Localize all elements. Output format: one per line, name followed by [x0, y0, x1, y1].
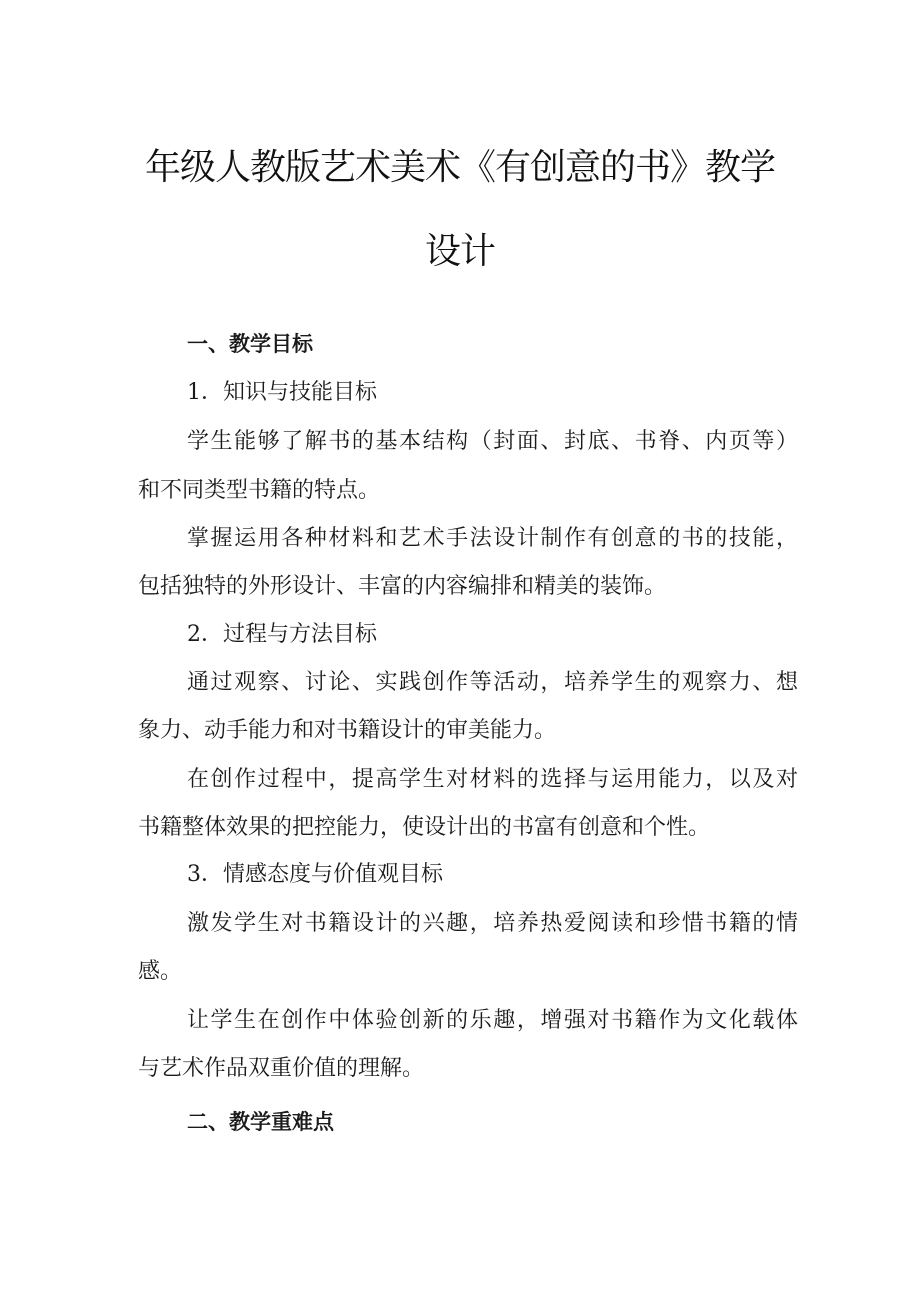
section-heading-key-difficult-points: 二、教学重难点 [187, 1110, 334, 1134]
paragraph-line: 让学生在创作中体验创新的乐趣，增强对书籍作为文化载体 [187, 1008, 798, 1033]
subheading-emotion-values: 3．情感态度与价值观目标 [187, 862, 443, 887]
paragraph-line: 激发学生对书籍设计的兴趣，培养热爱阅读和珍惜书籍的情 [187, 911, 798, 936]
paragraph-line: 感。 [138, 959, 183, 984]
paragraph-line: 书籍整体效果的把控能力，使设计出的书富有创意和个性。 [138, 815, 711, 840]
subheading-knowledge-skills: 1．知识与技能目标 [187, 380, 377, 405]
paragraph-line: 在创作过程中，提高学生对材料的选择与运用能力，以及对 [187, 767, 798, 792]
section-heading-teaching-goals: 一、教学目标 [187, 332, 313, 356]
paragraph-line: 和不同类型书籍的特点。 [138, 478, 381, 503]
subheading-process-methods: 2．过程与方法目标 [187, 622, 377, 647]
paragraph-line: 象力、动手能力和对书籍设计的审美能力。 [138, 718, 557, 743]
paragraph-line: 与艺术作品双重价值的理解。 [138, 1056, 425, 1081]
document-title-line-2: 设计 [424, 231, 495, 272]
paragraph-line: 学生能够了解书的基本结构（封面、封底、书脊、内页等） [187, 429, 798, 454]
paragraph-line: 包括独特的外形设计、丰富的内容编排和精美的装饰。 [138, 574, 667, 599]
paragraph-line: 通过观察、讨论、实践创作等活动，培养学生的观察力、想 [187, 670, 798, 695]
paragraph-line: 掌握运用各种材料和艺术手法设计制作有创意的书的技能， [187, 526, 798, 551]
document-title-line-1: 年级人教版艺术美术《有创意的书》教学 [144, 147, 775, 188]
